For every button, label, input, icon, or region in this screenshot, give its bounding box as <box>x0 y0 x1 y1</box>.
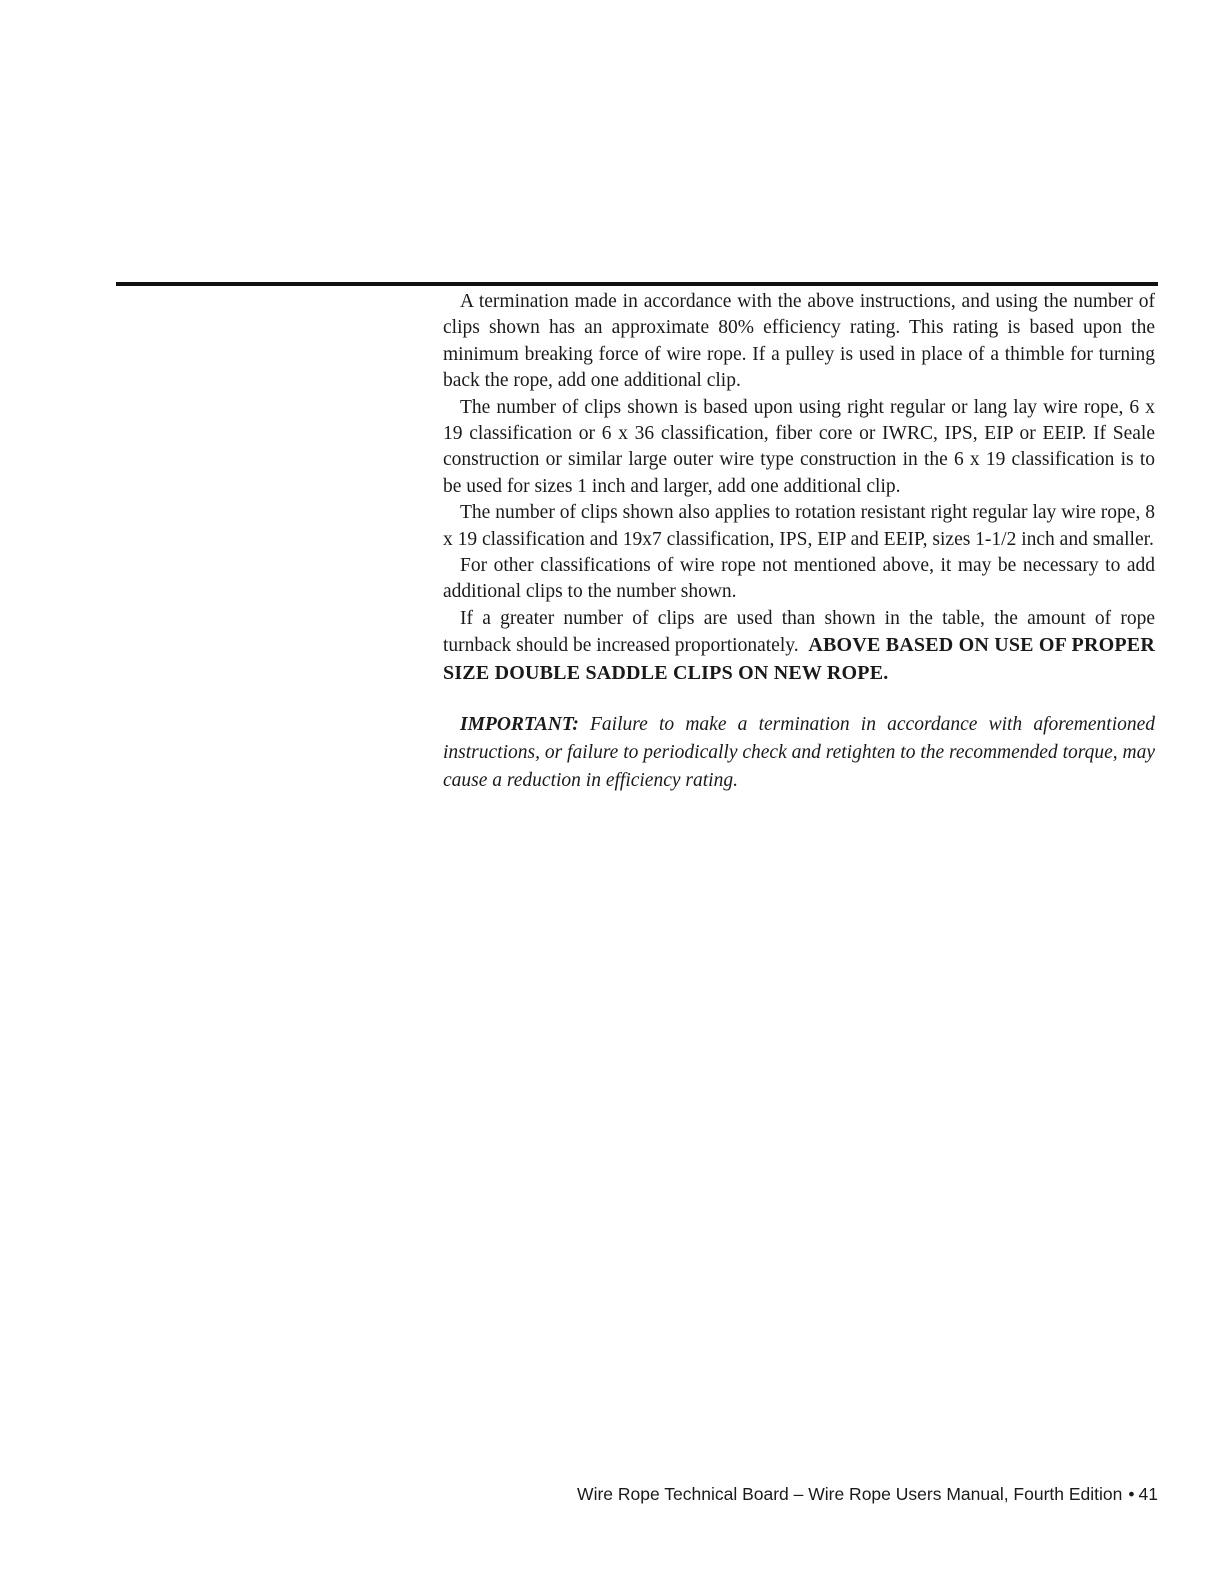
paragraph-other-classifications: For other classifications of wire rope not mentioned above, it may be necessary to add additional clips to the number shown. <box>443 555 1155 603</box>
page-number: 41 <box>1138 1484 1158 1504</box>
paragraph-efficiency-rating: A termination made in accordance with the above instructions, and using the number of clips shown has an approximate 80% efficiency rating. This rating is based upon the minimum breaking force of wire rope. If a pulley is used in place of a thimble for turning back the rope, add one additional clip. <box>443 291 1155 392</box>
body-text <box>443 289 1155 795</box>
footer-separator: • <box>1128 1484 1135 1504</box>
paragraph-greater-clips <box>443 606 1155 687</box>
page-footer <box>577 1484 1158 1505</box>
paragraph-greater-clips-text: If a greater number of clips are used than shown in the table, the amount of rope turnback should be increased proportionately. <box>443 607 1155 657</box>
paragraph-rotation-resistant: The number of clips shown also applies to rotation resistant right regular lay wire rope, 8 x 19 classification and 19x7 classification, IPS, EIP and EEIP, sizes 1-1/2 inch and smaller. <box>443 502 1155 550</box>
important-note <box>443 711 1155 795</box>
top-rule <box>116 282 1158 286</box>
paragraph-clip-count-basis: The number of clips shown is based upon using right regular or lang lay wire rope, 6 x 19 classification or 6 x 36 classification, fiber core or IWRC, IPS, EIP or EEIP. If Seale construction or similar large outer wire type construction in the 6 x 19 classification is to be used for sizes 1 inch and larger, add one additional clip. <box>443 396 1155 497</box>
footer-title: Wire Rope Technical Board – Wire Rope Users Manual, Fourth Edition <box>577 1484 1123 1504</box>
emphasis-note: ABOVE BASED ON USE OF PROPER SIZE DOUBLE SADDLE CLIPS ON NEW ROPE. <box>443 634 1155 684</box>
important-label: IMPORTANT: <box>460 714 579 736</box>
important-text: Failure to make a termination in accordance with aforementioned instructions, or failure to periodically check and retighten to the recommended torque, may cause a reduction in efficiency rating. <box>443 714 1156 792</box>
